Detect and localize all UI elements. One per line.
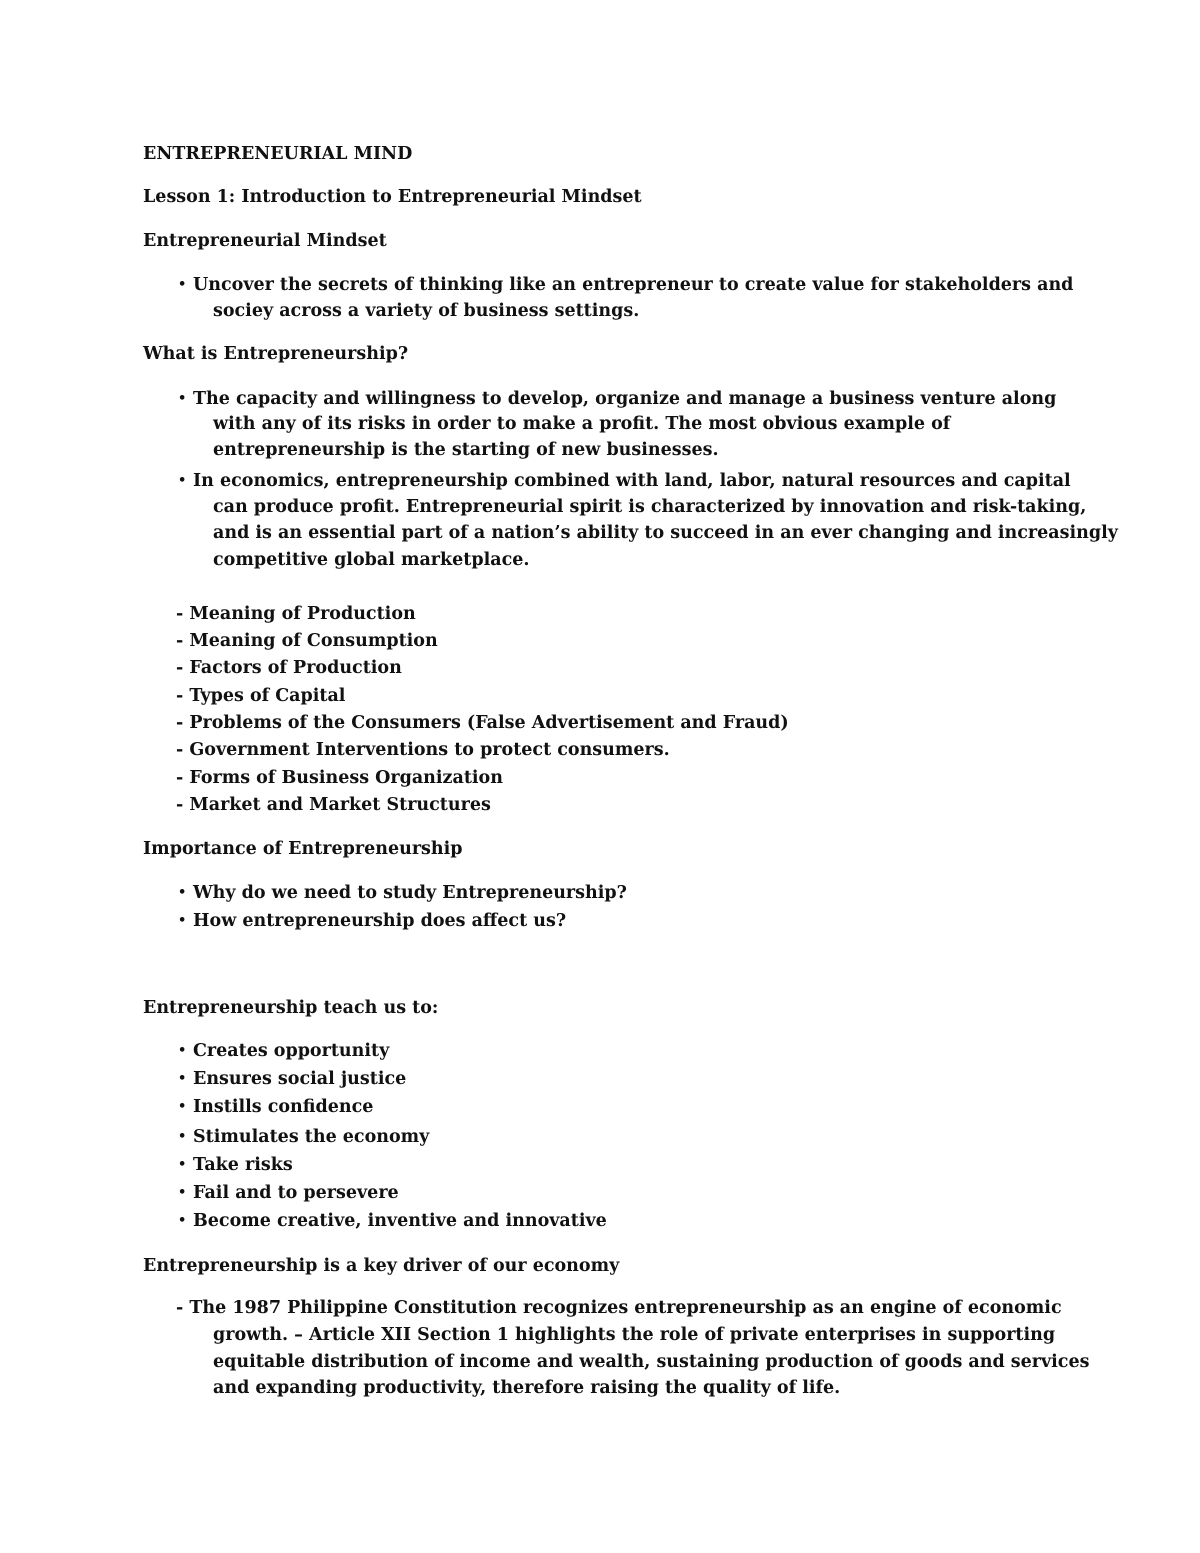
- bullet-text-line: competitive global marketplace.: [213, 550, 530, 570]
- topic-item: - Meaning of Consumption: [176, 631, 438, 651]
- bullet-icon: •: [178, 277, 187, 292]
- document-title: ENTREPRENEURIAL MIND: [143, 144, 413, 164]
- bullet-text-line: Stimulates the economy: [193, 1127, 430, 1147]
- topic-item: - Government Interventions to protect consumers.: [176, 740, 670, 760]
- bullet-icon: •: [178, 1185, 187, 1200]
- bullet-text-line: can produce profit. Entrepreneurial spirit is characterized by innovation and risk-taking,: [213, 497, 1087, 517]
- bullet-icon: •: [178, 1129, 187, 1144]
- bullet-text-line: Why do we need to study Entrepreneurship?: [193, 883, 627, 903]
- topic-item: - Factors of Production: [176, 658, 402, 678]
- bullet-text-line: Take risks: [193, 1155, 293, 1175]
- paragraph-line: growth. – Article XII Section 1 highlights the role of private enterprises in supporting: [213, 1325, 1056, 1345]
- bullet-icon: •: [178, 1099, 187, 1114]
- section-heading-what-is-entrepreneurship: What is Entrepreneurship?: [143, 344, 409, 364]
- topic-item: - Types of Capital: [176, 686, 346, 706]
- section-heading-importance: Importance of Entrepreneurship: [143, 839, 463, 859]
- bullet-icon: •: [178, 1157, 187, 1172]
- bullet-icon: •: [178, 1213, 187, 1228]
- section-heading-entrepreneurial-mindset: Entrepreneurial Mindset: [143, 231, 387, 251]
- paragraph-line: - The 1987 Philippine Constitution recognizes entrepreneurship as an engine of economic: [176, 1298, 1062, 1318]
- bullet-icon: •: [178, 473, 187, 488]
- paragraph-line: equitable distribution of income and wealth, sustaining production of goods and services: [213, 1352, 1090, 1372]
- bullet-icon: •: [178, 913, 187, 928]
- topic-item: - Meaning of Production: [176, 604, 416, 624]
- bullet-text-line: and is an essential part of a nation’s ability to succeed in an ever changing and increasingly: [213, 523, 1118, 543]
- bullet-icon: •: [178, 1043, 187, 1058]
- bullet-text-line: Creates opportunity: [193, 1041, 390, 1061]
- bullet-text-line: Uncover the secrets of thinking like an entrepreneur to create value for stakeholders and: [193, 275, 1074, 295]
- topic-item: - Market and Market Structures: [176, 795, 491, 815]
- bullet-icon: •: [178, 391, 187, 406]
- bullet-text-line: Ensures social justice: [193, 1069, 407, 1089]
- bullet-text-line: The capacity and willingness to develop, organize and manage a business venture along: [193, 389, 1057, 409]
- paragraph-line: and expanding productivity, therefore raising the quality of life.: [213, 1378, 841, 1398]
- lesson-heading: Lesson 1: Introduction to Entrepreneurial Mindset: [143, 187, 642, 207]
- bullet-text-line: Fail and to persevere: [193, 1183, 399, 1203]
- topic-item: - Problems of the Consumers (False Advertisement and Fraud): [176, 713, 789, 733]
- bullet-icon: •: [178, 1071, 187, 1086]
- topic-item: - Forms of Business Organization: [176, 768, 503, 788]
- bullet-text-line: In economics, entrepreneurship combined with land, labor, natural resources and capital: [193, 471, 1071, 491]
- section-heading-teach-us: Entrepreneurship teach us to:: [143, 998, 439, 1018]
- bullet-text-line: Become creative, inventive and innovative: [193, 1211, 607, 1231]
- bullet-icon: •: [178, 885, 187, 900]
- bullet-text-line: Instills confidence: [193, 1097, 374, 1117]
- bullet-text-line: with any of its risks in order to make a profit. The most obvious example of: [213, 414, 951, 434]
- bullet-text-line: sociey across a variety of business settings.: [213, 301, 640, 321]
- bullet-text-line: How entrepreneurship does affect us?: [193, 911, 567, 931]
- bullet-text-line: entrepreneurship is the starting of new businesses.: [213, 440, 719, 460]
- section-heading-key-driver: Entrepreneurship is a key driver of our economy: [143, 1256, 620, 1276]
